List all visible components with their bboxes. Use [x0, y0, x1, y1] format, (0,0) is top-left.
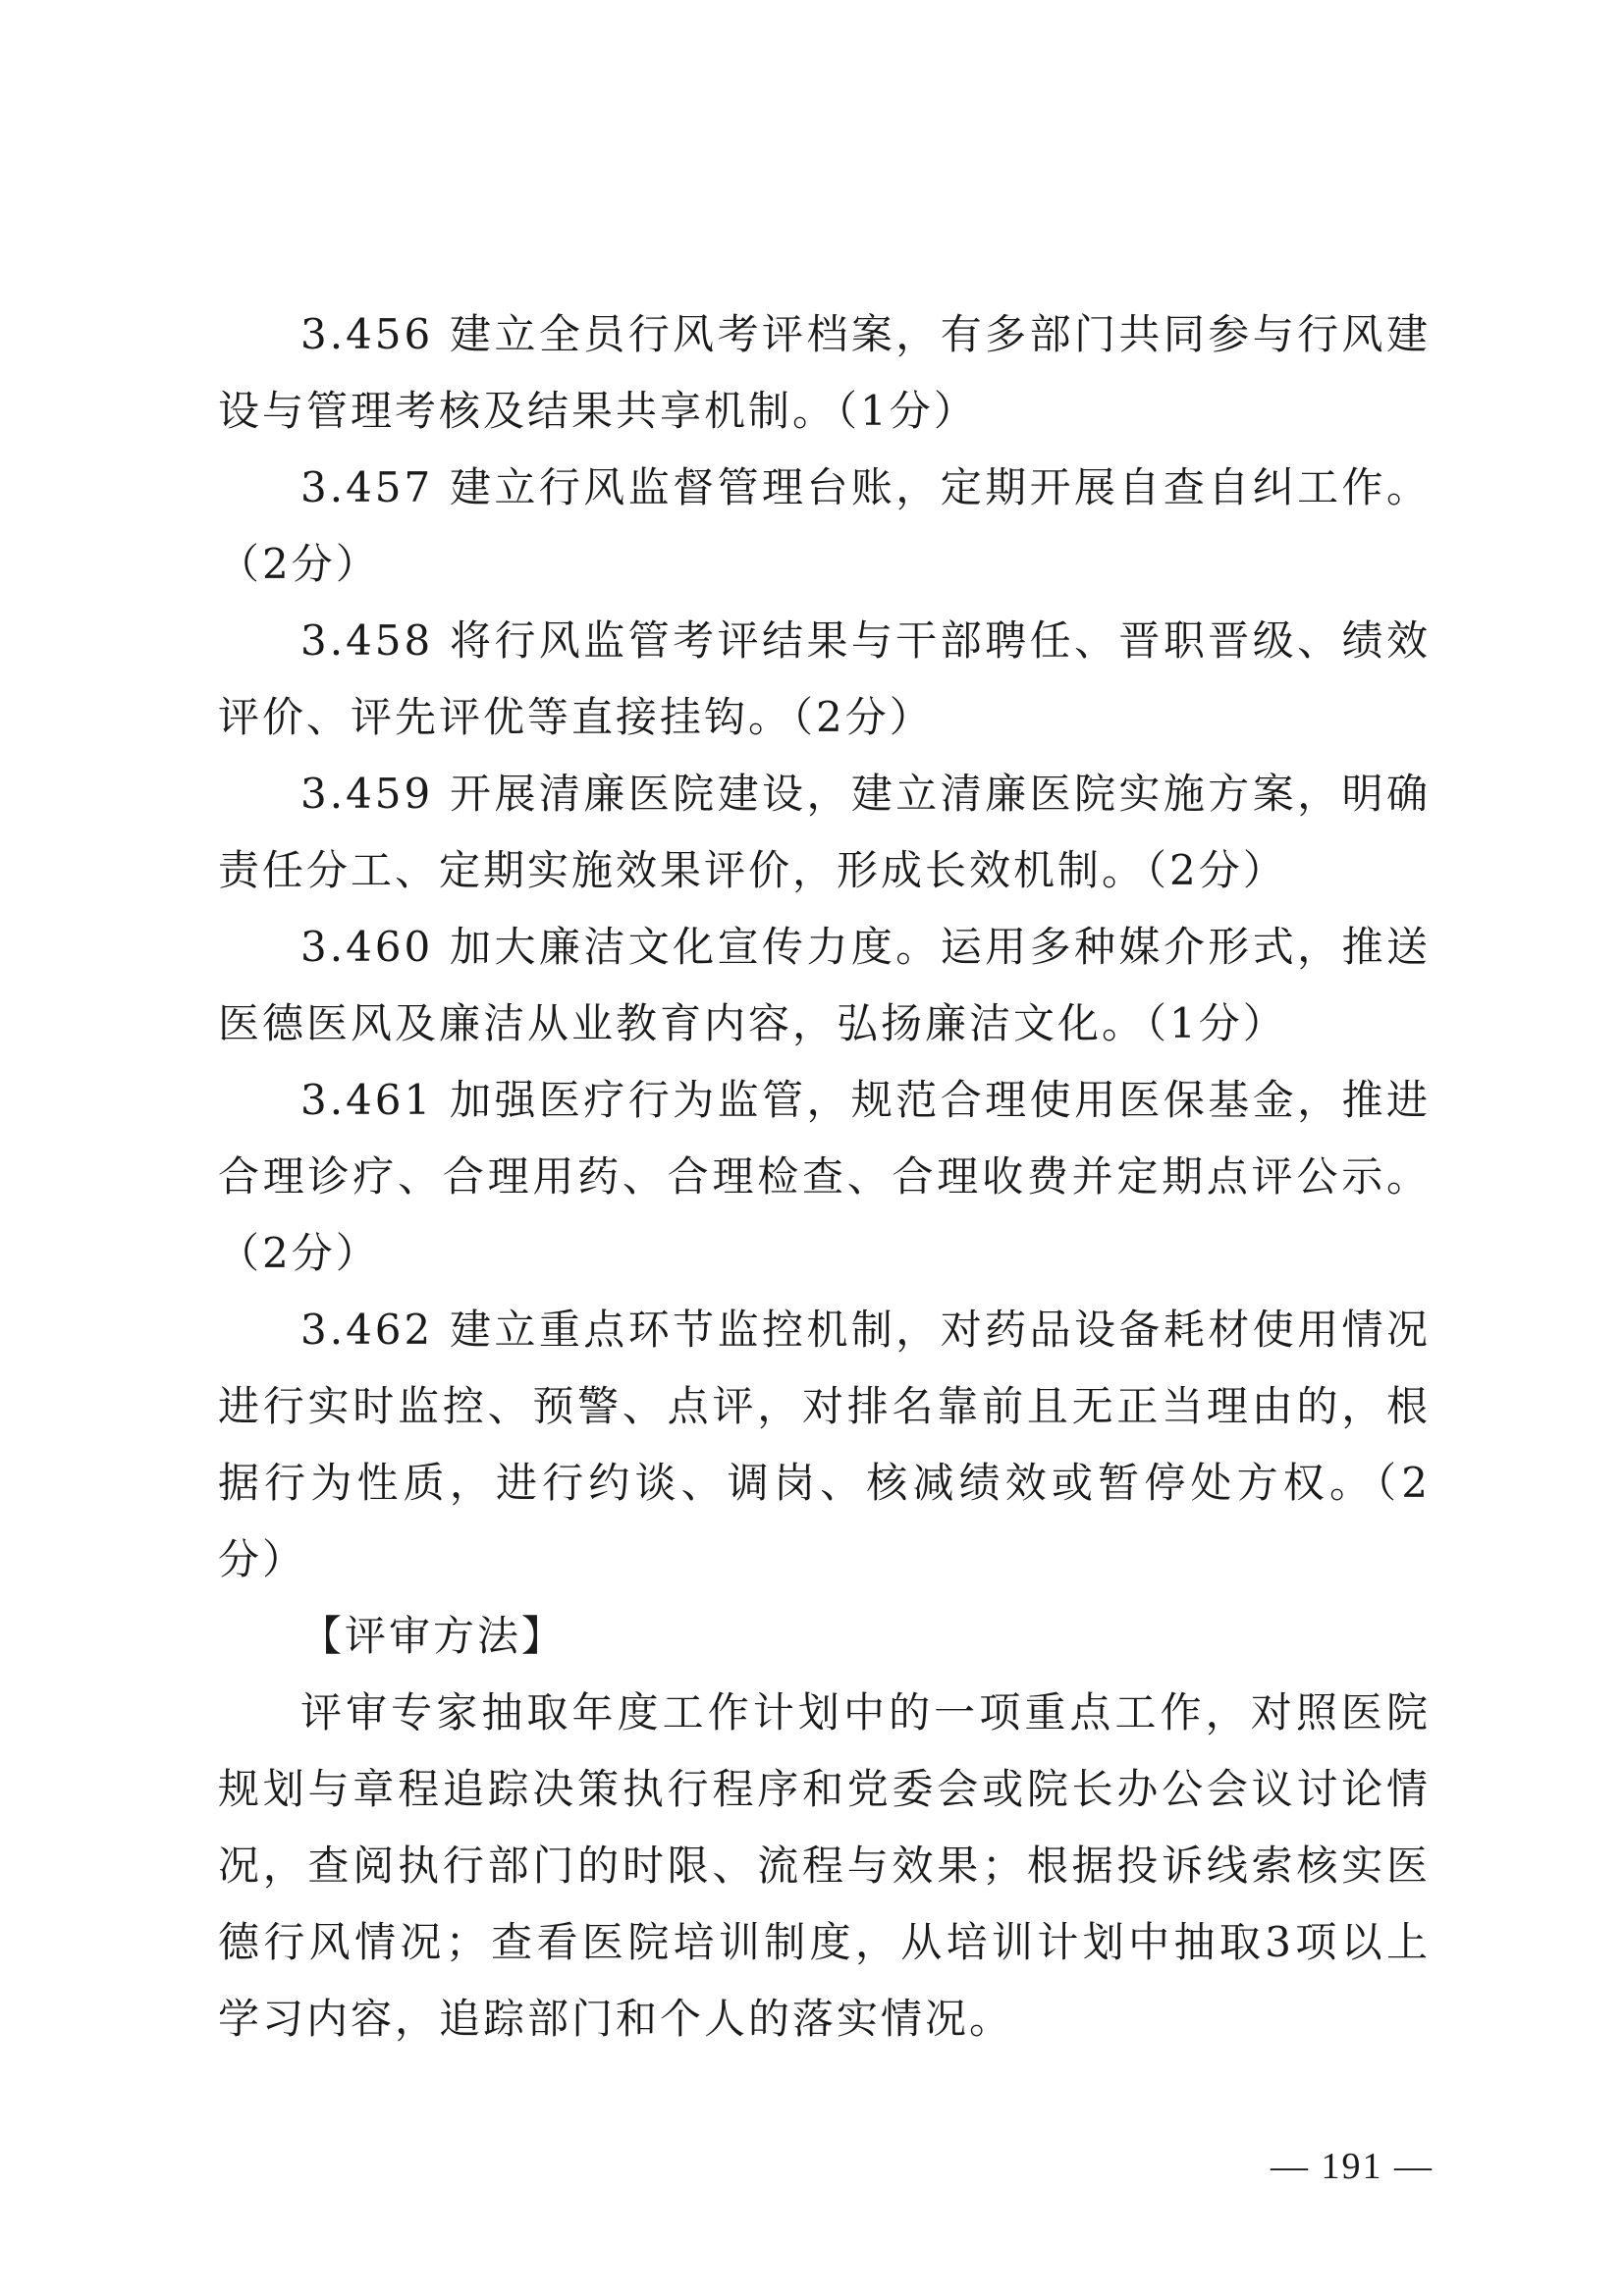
item-text: 建立行风监督管理台账，定期开展自查自纠工作。（2分） — [218, 463, 1431, 588]
item-number: 3.456 — [300, 310, 434, 358]
item-number: 3.458 — [300, 616, 434, 665]
review-method-heading: 【评审方法】 — [300, 1612, 567, 1660]
item-number: 3.460 — [300, 923, 434, 971]
review-method-text: 评审专家抽取年度工作计划中的一项重点工作，对照医院规划与章程追踪决策执行程序和党委会或院长办公会议讨论情况，查阅执行部门的时限、流程与效果；根据投诉线索核实医德行风情况；查看医院培训制度，从培训计划中抽取3项以上学习内容，追踪部门和个人的落实情况。 — [218, 1688, 1431, 2043]
item-3-462 — [218, 1292, 1431, 1598]
item-3-461 — [218, 1062, 1431, 1292]
item-number: 3.459 — [300, 770, 434, 818]
item-3-459 — [218, 756, 1431, 909]
item-text: 开展清廉医院建设，建立清廉医院实施方案，明确责任分工、定期实施效果评价，形成长效机制。（2分） — [218, 770, 1431, 894]
item-number: 3.457 — [300, 463, 434, 511]
item-text: 建立全员行风考评档案，有多部门共同参与行风建设与管理考核及结果共享机制。（1分） — [218, 310, 1431, 435]
item-number: 3.461 — [300, 1076, 434, 1124]
item-3-460 — [218, 909, 1431, 1062]
item-text: 加大廉洁文化宣传力度。运用多种媒介形式，推送医德医风及廉洁从业教育内容，弘扬廉洁文化。（1分） — [218, 923, 1431, 1047]
document-body — [218, 296, 1431, 2057]
item-3-456 — [218, 296, 1431, 450]
page-number: — 191 — — [1271, 2146, 1434, 2187]
item-text: 加强医疗行为监管，规范合理使用医保基金，推进合理诊疗、合理用药、合理检查、合理收费并定期点评公示。（2分） — [218, 1076, 1431, 1277]
item-3-457 — [218, 450, 1431, 603]
item-3-458 — [218, 603, 1431, 756]
item-text: 将行风监管考评结果与干部聘任、晋职晋级、绩效评价、评先评优等直接挂钩。（2分） — [218, 616, 1431, 741]
item-text: 建立重点环节监控机制，对药品设备耗材使用情况进行实时监控、预警、点评，对排名靠前且无正当理由的，根据行为性质，进行约谈、调岗、核减绩效或暂停处方权。（2分） — [218, 1306, 1431, 1583]
item-number: 3.462 — [300, 1306, 434, 1354]
